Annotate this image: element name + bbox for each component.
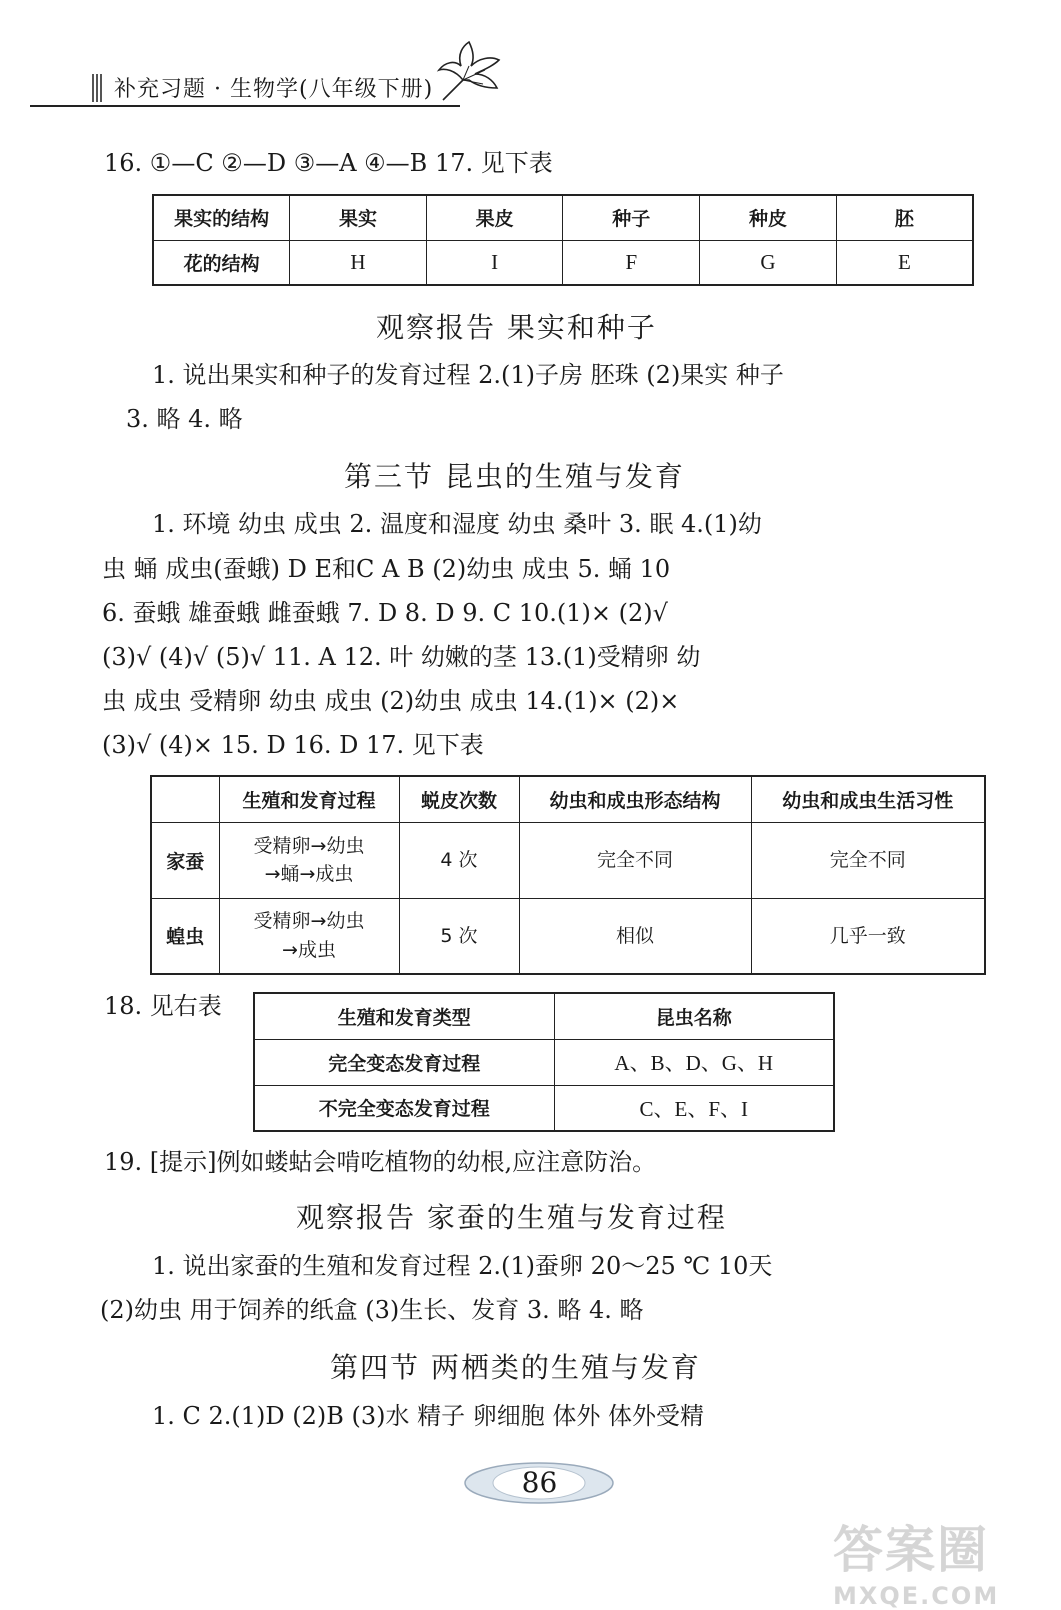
- table-cell: 种子: [563, 195, 700, 240]
- table-cell: 果实的结构: [153, 195, 290, 240]
- form-structure: 完全不同: [519, 822, 751, 898]
- watermark: [833, 1510, 1033, 1610]
- header-decoration: [92, 74, 102, 102]
- watermark-url: MXQE.COM: [833, 1582, 1000, 1610]
- table-cell: F: [563, 240, 700, 285]
- life-habit: 完全不同: [751, 822, 985, 898]
- section3-line: 虫 成虫 受精卵 幼虫 成虫 (2)幼虫 成虫 14.(1)× (2)×: [102, 687, 680, 715]
- table-cell: I: [426, 240, 563, 285]
- table-row: [254, 1039, 834, 1085]
- fruit-flower-table: [152, 194, 974, 286]
- section4-title: 第四节 两栖类的生殖与发育: [330, 1351, 701, 1384]
- table-cell: 果皮: [426, 195, 563, 240]
- table-row: [254, 1085, 834, 1131]
- form-structure: 相似: [519, 898, 751, 974]
- section3-line: 1. 环境 幼虫 成虫 2. 温度和湿度 幼虫 桑叶 3. 眠 4.(1)幼: [152, 510, 762, 538]
- table-cell: G: [700, 240, 837, 285]
- report1-line2: 3. 略 4. 略: [126, 405, 243, 433]
- q19: 19. [提示]例如蝼蛄会啃吃植物的幼根,应注意防治。: [104, 1148, 657, 1176]
- report2-line1: 1. 说出家蚕的生殖和发育过程 2.(1)蚕卵 20～25 ℃ 10天: [152, 1252, 773, 1280]
- table-cell: 不完全变态发育过程: [254, 1085, 554, 1131]
- section3-line: (3)√ (4)× 15. D 16. D 17. 见下表: [102, 731, 484, 759]
- process-line: →蛹→成虫: [264, 863, 354, 885]
- table-row: [151, 822, 985, 898]
- report1-line1: 1. 说出果实和种子的发育过程 2.(1)子房 胚珠 (2)果实 种子: [152, 361, 784, 389]
- q18-label: 18. 见右表: [104, 992, 222, 1020]
- report1-title: 观察报告 果实和种子: [376, 311, 657, 344]
- process-cell: [219, 822, 399, 898]
- section4-line1: 1. C 2.(1)D (2)B (3)水 精子 卵细胞 体外 体外受精: [152, 1402, 705, 1430]
- header-title: 补充习题 · 生物学(八年级下册): [114, 77, 434, 102]
- process-line: 受精卵→幼虫: [253, 834, 365, 857]
- watermark-logo: 答案圈: [833, 1521, 989, 1579]
- insect-name: 蝗虫: [151, 898, 219, 974]
- page-number-badge: [462, 1460, 617, 1506]
- table-cell: 果实: [290, 195, 427, 240]
- table-cell: H: [290, 240, 427, 285]
- process-cell: [219, 898, 399, 974]
- table-header: 蜕皮次数: [399, 776, 519, 822]
- insect-name: 家蚕: [151, 822, 219, 898]
- insect-development-table: [150, 775, 986, 975]
- molt-count: 4 次: [399, 822, 519, 898]
- process-line: →成虫: [282, 938, 336, 961]
- table-cell: 完全变态发育过程: [254, 1039, 554, 1085]
- section3-line: (3)√ (4)√ (5)√ 11. A 12. 叶 幼嫩的茎 13.(1)受精卵 幼: [102, 643, 701, 671]
- section3-line: 虫 蛹 成虫(蚕蛾) D E和C A B (2)幼虫 成虫 5. 蛹 10: [102, 555, 671, 583]
- table-header: 幼虫和成虫生活习性: [751, 776, 985, 822]
- table-header: 生殖和发育类型: [254, 993, 554, 1039]
- table-row: [151, 898, 985, 974]
- table-header: 幼虫和成虫形态结构: [519, 776, 751, 822]
- table-header: [151, 776, 219, 822]
- q16-17: 16. ①—C ②—D ③—A ④—B 17. 见下表: [104, 149, 553, 177]
- leaf-icon: [435, 40, 505, 110]
- life-habit: 几乎一致: [751, 898, 985, 974]
- table-cell: A、B、D、G、H: [554, 1039, 834, 1085]
- table-cell: E: [836, 240, 973, 285]
- table-header: 昆虫名称: [554, 993, 834, 1039]
- process-line: 受精卵→幼虫: [253, 910, 365, 933]
- table-cell: 种皮: [700, 195, 837, 240]
- section3-title: 第三节 昆虫的生殖与发育: [344, 460, 685, 493]
- table-cell: 花的结构: [153, 240, 290, 285]
- page-number: 86: [521, 1466, 558, 1499]
- table-cell: C、E、F、I: [554, 1085, 834, 1131]
- header-rule: [30, 105, 460, 107]
- molt-count: 5 次: [399, 898, 519, 974]
- metamorphosis-table: [253, 992, 835, 1132]
- report2-title: 观察报告 家蚕的生殖与发育过程: [296, 1201, 727, 1234]
- report2-line2: (2)幼虫 用于饲养的纸盒 (3)生长、发育 3. 略 4. 略: [100, 1296, 644, 1324]
- table-cell: 胚: [836, 195, 973, 240]
- table-header: 生殖和发育过程: [219, 776, 399, 822]
- section3-line: 6. 蚕蛾 雄蚕蛾 雌蚕蛾 7. D 8. D 9. C 10.(1)× (2)√: [102, 599, 668, 627]
